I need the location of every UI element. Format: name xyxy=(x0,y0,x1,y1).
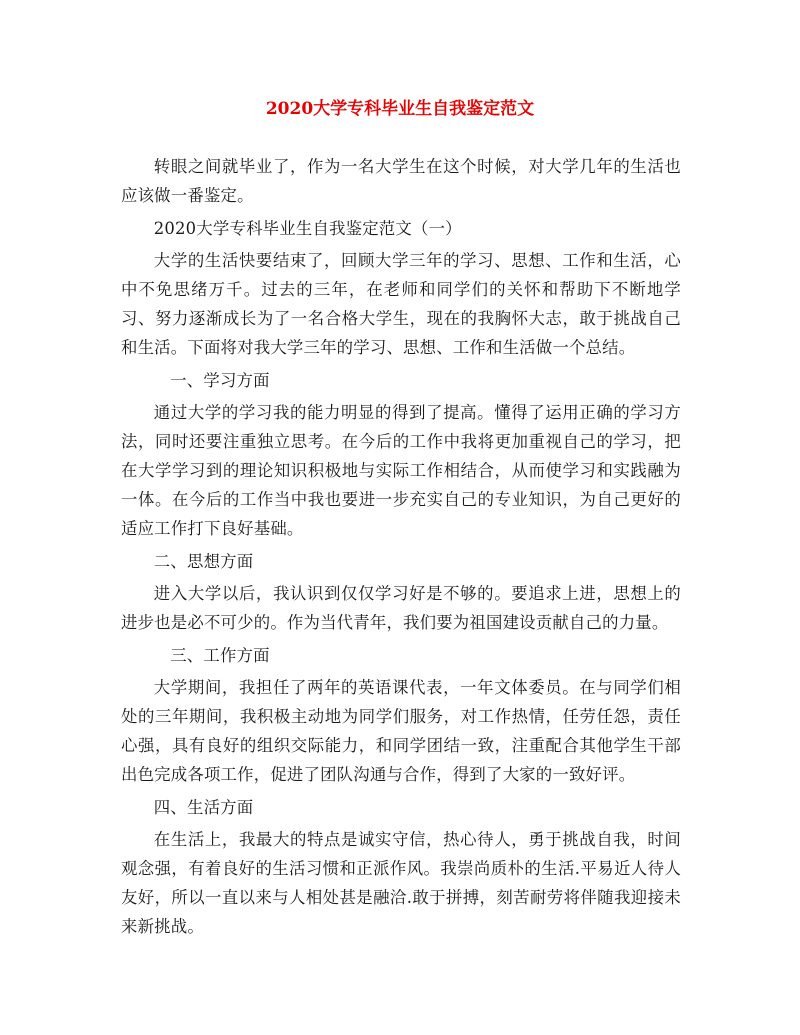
life-paragraph: 在生活上，我最大的特点是诚实守信，热心待人，勇于挑战自我，时间观念强，有着良好的生活习惯和正派作风。我崇尚质朴的生活.平易近人待人友好，所以一直以来与人相处甚是融洽.敢于拼搏，刻苦耐劳将伴随我迎接未来新挑战。 xyxy=(121,830,681,936)
document-body xyxy=(121,152,681,945)
overview-paragraph: 大学的生活快要结束了，回顾大学三年的学习、思想、工作和生活，心中不免思绪万千。过去的三年，在老师和同学们的关怀和帮助下不断地学习、努力逐渐成长为了一名合格大学生，现在的我胸怀大志，敢于挑战自己和生活。下面将对我大学三年的学习、思想、工作和生活做一个总结。 xyxy=(121,251,681,357)
heading-study: 一、学习方面 xyxy=(170,370,270,390)
heading-work: 三、工作方面 xyxy=(170,645,270,665)
intro-paragraph: 转眼之间就毕业了，作为一名大学生在这个时候，对大学几年的生活也应该做一番鉴定。 xyxy=(121,157,681,205)
heading-thought: 二、思想方面 xyxy=(153,551,254,571)
work-paragraph: 大学期间，我担任了两年的英语课代表，一年文体委员。在与同学们相处的三年期间，我积极主动地为同学们服务，对工作热情，任劳任怨，责任心强，具有良好的组织交际能力，和同学团结一致，注重配合其他学生干部出色完成各项工作，促进了团队沟通与合作，得到了大家的一致好评。 xyxy=(121,678,681,784)
heading-life: 四、生活方面 xyxy=(153,797,254,817)
study-paragraph: 通过大学的学习我的能力明显的得到了提高。懂得了运用正确的学习方法，同时还要注重独立思考。在今后的工作中我将更加重视自己的学习，把在大学学习到的理论知识积极地与实际工作相结合，从而使学习和实践融为一体。在今后的工作当中我也要进一步充实自己的专业知识，为自己更好的适应工作打下良好基础。 xyxy=(121,403,681,538)
thought-paragraph: 进入大学以后，我认识到仅仅学习好是不够的。要追求上进，思想上的进步也是必不可少的。作为当代青年，我们要为祖国建设贡献自己的力量。 xyxy=(121,584,681,632)
section-title: 2020大学专科毕业生自我鉴定范文（一） xyxy=(153,218,462,238)
document-title: 2020大学专科毕业生自我鉴定范文 xyxy=(265,99,535,119)
